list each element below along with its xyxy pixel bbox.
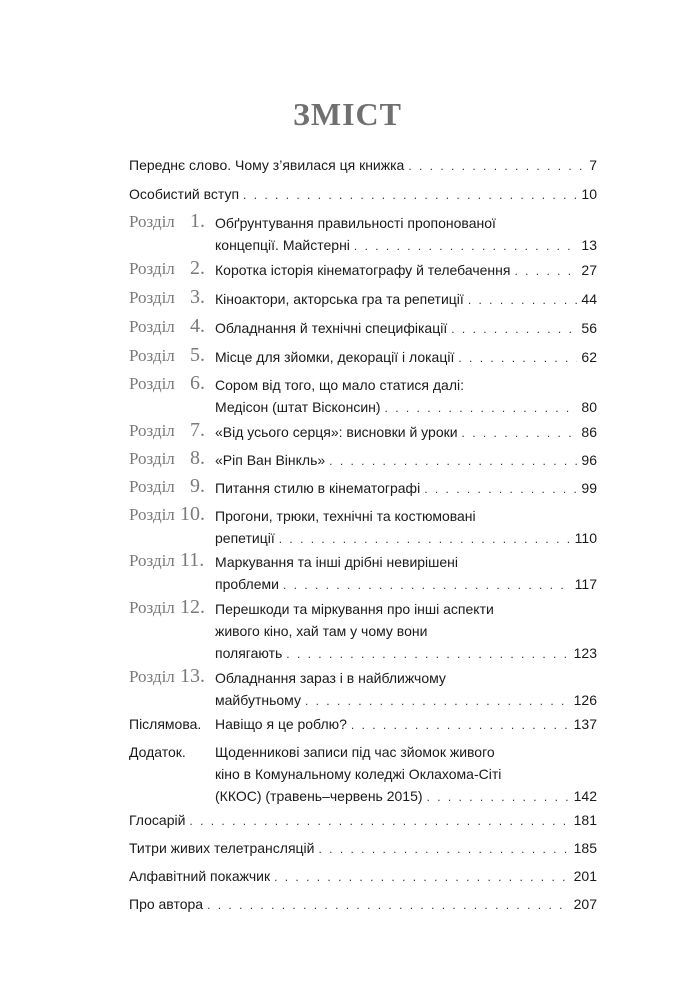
chapter-title-line: Перешкоди та міркування про інші аспекти: [215, 601, 494, 617]
chapter-label: Розділ: [129, 667, 175, 686]
toc-entry-back-1: [129, 812, 597, 829]
appendix-entry-label: (ККОС) (травень–червень 2015): [215, 788, 423, 804]
chapter-label: Розділ: [129, 551, 175, 570]
toc-entry-front-1-page: 7: [589, 157, 597, 173]
chapter-entry-12-page: 123: [573, 645, 597, 661]
appendix-title-line: кіно в Комунальному коледжі Оклахома-Сіті: [215, 766, 502, 782]
dot-leader: [385, 400, 578, 416]
chapter-number: 8.: [190, 447, 205, 469]
chapter-entry-8-label: «Ріп Ван Вінкль»: [215, 452, 326, 468]
chapter-label: Розділ: [129, 449, 175, 468]
afterword-entry-label: Навіщо я це роблю?: [215, 716, 347, 732]
dot-leader: [286, 646, 569, 662]
dot-leader: [408, 158, 585, 174]
chapter-entry-7-page: 86: [581, 424, 597, 440]
chapter-number: 6.: [190, 372, 205, 394]
chapter-number: 13.: [180, 665, 205, 687]
chapter-title-line: живого кіно, хай там у чому вони: [215, 623, 428, 639]
chapter-entry-1-page: 13: [581, 237, 597, 253]
chapter-entry-12-label: полягають: [215, 645, 283, 661]
chapter-entry-1-label: концепції. Майстерні: [215, 237, 350, 253]
dot-leader: [283, 577, 571, 593]
chapter-entry-3-label: Кіноактори, акторська гра та репетиції: [215, 291, 464, 307]
toc-entry-back-3-label: Алфавітний покажчик: [129, 868, 271, 884]
chapter-label: Розділ: [129, 259, 175, 278]
chapter-title-line: Обладнання зараз і в найближчому: [215, 670, 446, 686]
chapter-entry-11-label: проблеми: [215, 576, 279, 592]
chapter-title-line: Обґрунтування правильності пропонованої: [215, 215, 496, 231]
dot-leader: [424, 481, 577, 497]
chapter-number: 10.: [180, 503, 205, 525]
toc-entry-back-2: [129, 840, 597, 857]
afterword-label: Післямова.: [129, 716, 202, 732]
toc-entry-front-2-label: Особистий вступ: [129, 186, 240, 202]
dot-leader: [329, 453, 577, 469]
chapter-label: Розділ: [129, 505, 175, 524]
toc-entry-back-2-label: Титри живих телетрансляцій: [129, 840, 315, 856]
chapter-entry-13: [215, 692, 597, 709]
page-title: ЗМІСТ: [293, 96, 402, 132]
dot-leader: [189, 813, 569, 829]
chapter-entry-5-page: 62: [581, 349, 597, 365]
toc-entry-front-1: [129, 157, 597, 174]
chapter-entry-2-page: 27: [581, 262, 597, 278]
dot-leader: [243, 187, 577, 203]
chapter-label: Розділ: [129, 288, 175, 307]
appendix-title-line: Щоденникові записи під час зйомок живого: [215, 744, 495, 760]
chapter-label: Розділ: [129, 421, 175, 440]
chapter-entry-1: [215, 237, 597, 254]
chapter-entry-6: [215, 399, 597, 416]
toc-entry-back-1-page: 181: [573, 812, 597, 828]
dot-leader: [318, 841, 569, 857]
toc-entry-back-4-label: Про автора: [129, 896, 204, 912]
chapter-number: 3.: [190, 286, 205, 308]
appendix-entry: [215, 788, 597, 805]
appendix-entry-page: 142: [573, 788, 597, 804]
chapter-entry-6-page: 80: [581, 399, 597, 415]
chapter-label: Розділ: [129, 212, 175, 231]
dot-leader: [351, 717, 570, 733]
chapter-entry-13-page: 126: [573, 692, 597, 708]
chapter-label: Розділ: [129, 598, 175, 617]
dot-leader: [458, 350, 577, 366]
dot-leader: [462, 425, 578, 441]
toc-entry-back-2-page: 185: [573, 840, 597, 856]
chapter-entry-6-label: Медісон (штат Вісконсин): [215, 399, 381, 415]
chapter-entry-4-page: 56: [581, 320, 597, 336]
chapter-label: Розділ: [129, 374, 175, 393]
dot-leader: [427, 789, 570, 805]
dot-leader: [207, 897, 570, 913]
chapter-entry-13-label: майбутньому: [215, 692, 301, 708]
chapter-title-line: Сором від того, що мало статися далі:: [215, 377, 465, 393]
chapter-entry-4-label: Обладнання й технічні специфікації: [215, 320, 448, 336]
chapter-entry-4: [215, 320, 597, 337]
chapter-entry-5-label: Місце для зйомки, декорації і локації: [215, 349, 455, 365]
chapter-number: 9.: [190, 475, 205, 497]
dot-leader: [354, 238, 578, 254]
dot-leader: [468, 292, 578, 308]
chapter-number: 4.: [190, 315, 205, 337]
chapter-label: Розділ: [129, 346, 175, 365]
toc-entry-back-3: [129, 868, 597, 885]
chapter-entry-11-page: 117: [574, 576, 597, 592]
chapter-entry-9: [215, 480, 597, 497]
chapter-entry-8-page: 96: [581, 452, 597, 468]
chapter-number: 7.: [190, 419, 205, 441]
chapter-entry-10-page: 110: [574, 530, 597, 546]
dot-leader: [514, 263, 577, 279]
chapter-entry-10-label: репетиції: [215, 530, 275, 546]
chapter-entry-7-label: «Від усього серця»: висновки й уроки: [215, 424, 458, 440]
toc-entry-front-2: [129, 186, 597, 203]
chapter-entry-5: [215, 349, 597, 366]
chapter-number: 12.: [180, 596, 205, 618]
chapter-entry-2: [215, 262, 597, 279]
chapter-entry-12: [215, 645, 597, 662]
afterword-entry-page: 137: [573, 716, 597, 732]
chapter-number: 2.: [190, 257, 205, 279]
chapter-entry-2-label: Коротка історія кінематографу й телебачення: [215, 262, 511, 278]
chapter-label: Розділ: [129, 477, 175, 496]
chapter-label: Розділ: [129, 317, 175, 336]
appendix-label: Додаток.: [129, 744, 186, 760]
toc-entry-back-1-label: Глосарій: [129, 812, 186, 828]
chapter-entry-3-page: 44: [581, 291, 597, 307]
dot-leader: [274, 869, 570, 885]
toc-entry-back-3-page: 201: [573, 868, 597, 884]
dot-leader: [305, 693, 570, 709]
chapter-entry-8: [215, 452, 597, 469]
dot-leader: [279, 531, 571, 547]
chapter-title-line: Маркування та інші дрібні невирішені: [215, 554, 459, 570]
toc-entry-back-4-page: 207: [573, 896, 597, 912]
toc-entry-front-2-page: 10: [581, 186, 597, 202]
chapter-entry-11: [215, 576, 597, 593]
dot-leader: [451, 321, 577, 337]
chapter-number: 1.: [190, 210, 205, 232]
chapter-number: 5.: [190, 344, 205, 366]
chapter-title-line: Прогони, трюки, технічні та костюмовані: [215, 508, 476, 524]
toc-entry-back-4: [129, 896, 597, 913]
chapter-entry-7: [215, 424, 597, 441]
chapter-entry-10: [215, 530, 597, 547]
chapter-entry-9-page: 99: [581, 480, 597, 496]
chapter-number: 11.: [180, 549, 205, 571]
toc-entry-front-1-label: Переднє слово. Чому з’явилася ця книжка: [129, 157, 405, 173]
chapter-entry-9-label: Питання стилю в кінематографі: [215, 480, 421, 496]
chapter-entry-3: [215, 291, 597, 308]
afterword-entry: [215, 716, 597, 733]
